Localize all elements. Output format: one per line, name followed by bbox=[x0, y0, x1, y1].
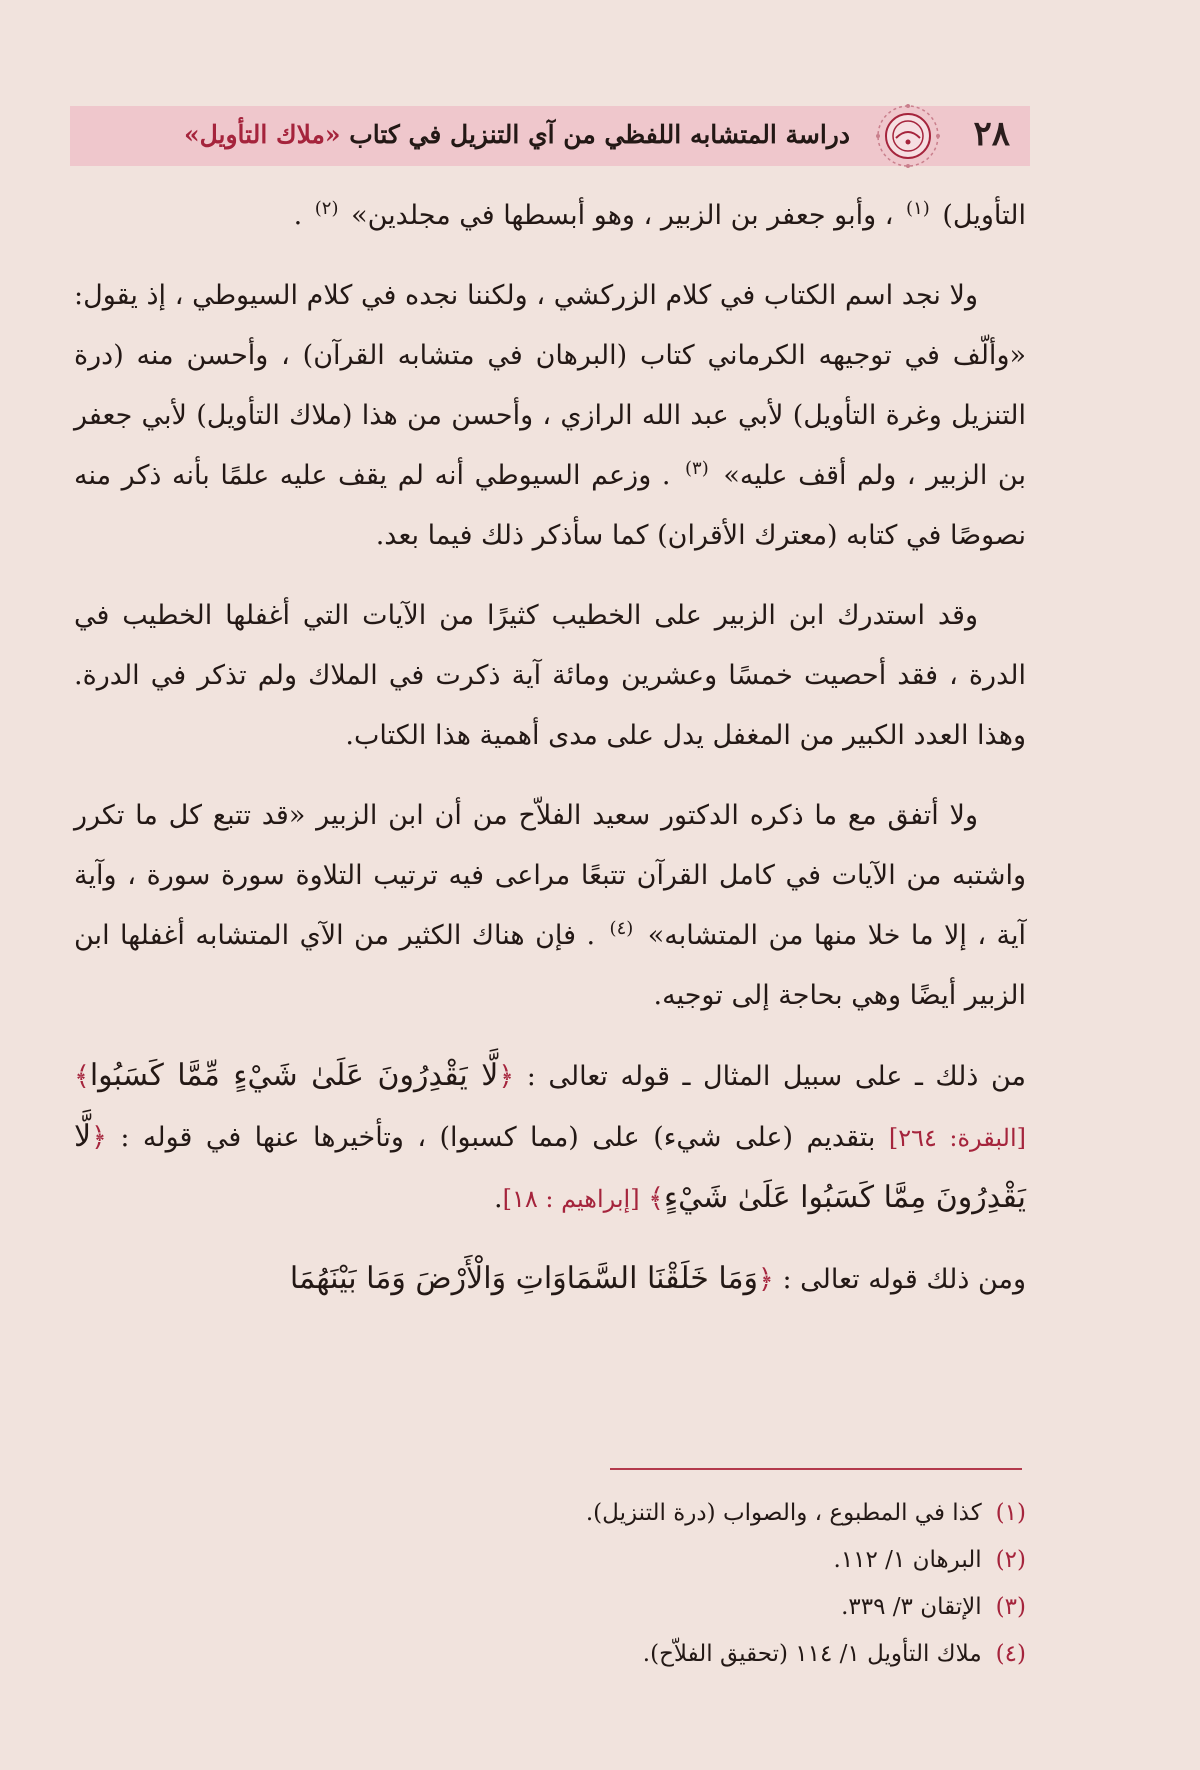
running-title-prefix: دراسة المتشابه اللفظي من آي التنزيل في كتاب bbox=[349, 120, 850, 149]
footnote-ref[interactable]: (٤) bbox=[609, 918, 634, 939]
paragraph: ومن ذلك قوله تعالى : ﴿وَمَا خَلَقْنَا السَّمَاوَاتِ وَالْأَرْضَ وَمَا بَيْنَهُمَا bbox=[289, 1261, 1026, 1296]
page-header bbox=[70, 106, 1030, 166]
footnotes bbox=[74, 1490, 1026, 1678]
running-title-book: «ملاك التأويل» bbox=[183, 120, 341, 149]
quran-verse: وَمَا خَلَقْنَا السَّمَاوَاتِ وَالْأَرْضَ وَمَا بَيْنَهُمَا bbox=[289, 1261, 759, 1296]
quran-bracket-open: ﴿ bbox=[758, 1264, 774, 1295]
quran-verse: لَّا يَقْدِرُونَ عَلَىٰ شَيْءٍ مِّمَّا كَسَبُوا bbox=[89, 1058, 499, 1093]
floral-medallion-icon bbox=[876, 104, 940, 168]
body-text bbox=[74, 186, 1026, 1330]
quran-verse: لَّا يَقْدِرُونَ مِمَّا كَسَبُوا عَلَىٰ شَيْءٍ bbox=[74, 1119, 1026, 1215]
paragraph: وقد استدرك ابن الزبير على الخطيب كثيرًا من الآيات التي أغفلها الخطيب في الدرة ، فقد أحصيت خمسًا وعشرين ومائة آية ذكرت في الملاك ولم تذكر في الدرة. وهذا العدد الكبير من المغفل يدل على مدى أهمية هذا الكتاب. bbox=[74, 600, 1026, 751]
quran-bracket-open: ﴿ bbox=[498, 1061, 515, 1092]
paragraph: ولا أتفق مع ما ذكره الدكتور سعيد الفلاّح من أن ابن الزبير «قد تتبع كل ما تكرر واشتبه من الآيات في كامل القرآن تتبعًا مراعى فيه ترتيب التلاوة سورة سورة ، وآية آية ، إلا ما خلا منها من المتشابه» $^{(٤)}$ . فإن هناك الكثير من الآي المتشابه أغفلها ابن الزبير أيضًا وهي بحاجة إلى توجيه. bbox=[74, 800, 1027, 1011]
verse-reference: [البقرة: ٢٦٤] bbox=[888, 1124, 1026, 1152]
running-title bbox=[184, 120, 850, 149]
footnote: (١)كذا في المطبوع ، والصواب (درة التنزيل). bbox=[585, 1500, 1026, 1526]
footnote-divider bbox=[610, 1468, 1022, 1470]
footnote-ref[interactable]: (١) bbox=[906, 198, 930, 219]
page-number: ٢٨ bbox=[973, 114, 1010, 154]
quran-bracket-close: ﴾ bbox=[74, 1061, 90, 1092]
footnote: (٤)ملاك التأويل ١/ ١١٤ (تحقيق الفلاّح). bbox=[642, 1641, 1026, 1667]
verse-reference: [إبراهيم : ١٨] bbox=[502, 1185, 640, 1213]
footnote: (٣)الإتقان ٣/ ٣٣٩. bbox=[841, 1594, 1026, 1620]
paragraph: من ذلك ـ على سبيل المثال ـ قوله تعالى : ﴿لَّا يَقْدِرُونَ عَلَىٰ شَيْءٍ مِّمَّا كَسَبُوا﴾ [البقرة: ٢٦٤] بتقديم (على شيء) على (مما كسبوا) ، وتأخيرها عنها في قوله : ﴿لَّا يَقْدِرُونَ مِمَّا كَسَبُوا عَلَىٰ شَيْءٍ﴾ [إبراهيم : ١٨]. bbox=[74, 1058, 1026, 1215]
paragraph-continuation: التأويل) $^{(١)}$ ، وأبو جعفر بن الزبير ، وهو أبسطها في مجلدين» $^{(٢)}$ . bbox=[293, 198, 1026, 231]
footnote-ref[interactable]: (٢) bbox=[314, 198, 339, 219]
quran-bracket-open: ﴿ bbox=[91, 1122, 107, 1153]
footnote: (٢)البرهان ١/ ١١٢. bbox=[833, 1547, 1026, 1573]
footnote-ref[interactable]: (٣) bbox=[685, 458, 709, 479]
quran-bracket-close: ﴾ bbox=[648, 1183, 664, 1214]
paragraph: ولا نجد اسم الكتاب في كلام الزركشي ، ولكننا نجده في كلام السيوطي ، إذ يقول: «وألّف في توجيهه الكرماني كتاب (البرهان في متشابه القرآن) ، وأحسن منه (درة التنزيل وغرة التأويل) لأبي عبد الله الرازي ، وأحسن من هذا (ملاك التأويل) لأبي جعفر بن الزبير ، ولم أقف عليه» $^{(٣)}$ . وزعم السيوطي أنه لم يقف عليه علمًا بأنه ذكر منه نصوصًا في كتابه (معترك الأقران) كما سأذكر ذلك فيما بعد. bbox=[74, 280, 1026, 551]
